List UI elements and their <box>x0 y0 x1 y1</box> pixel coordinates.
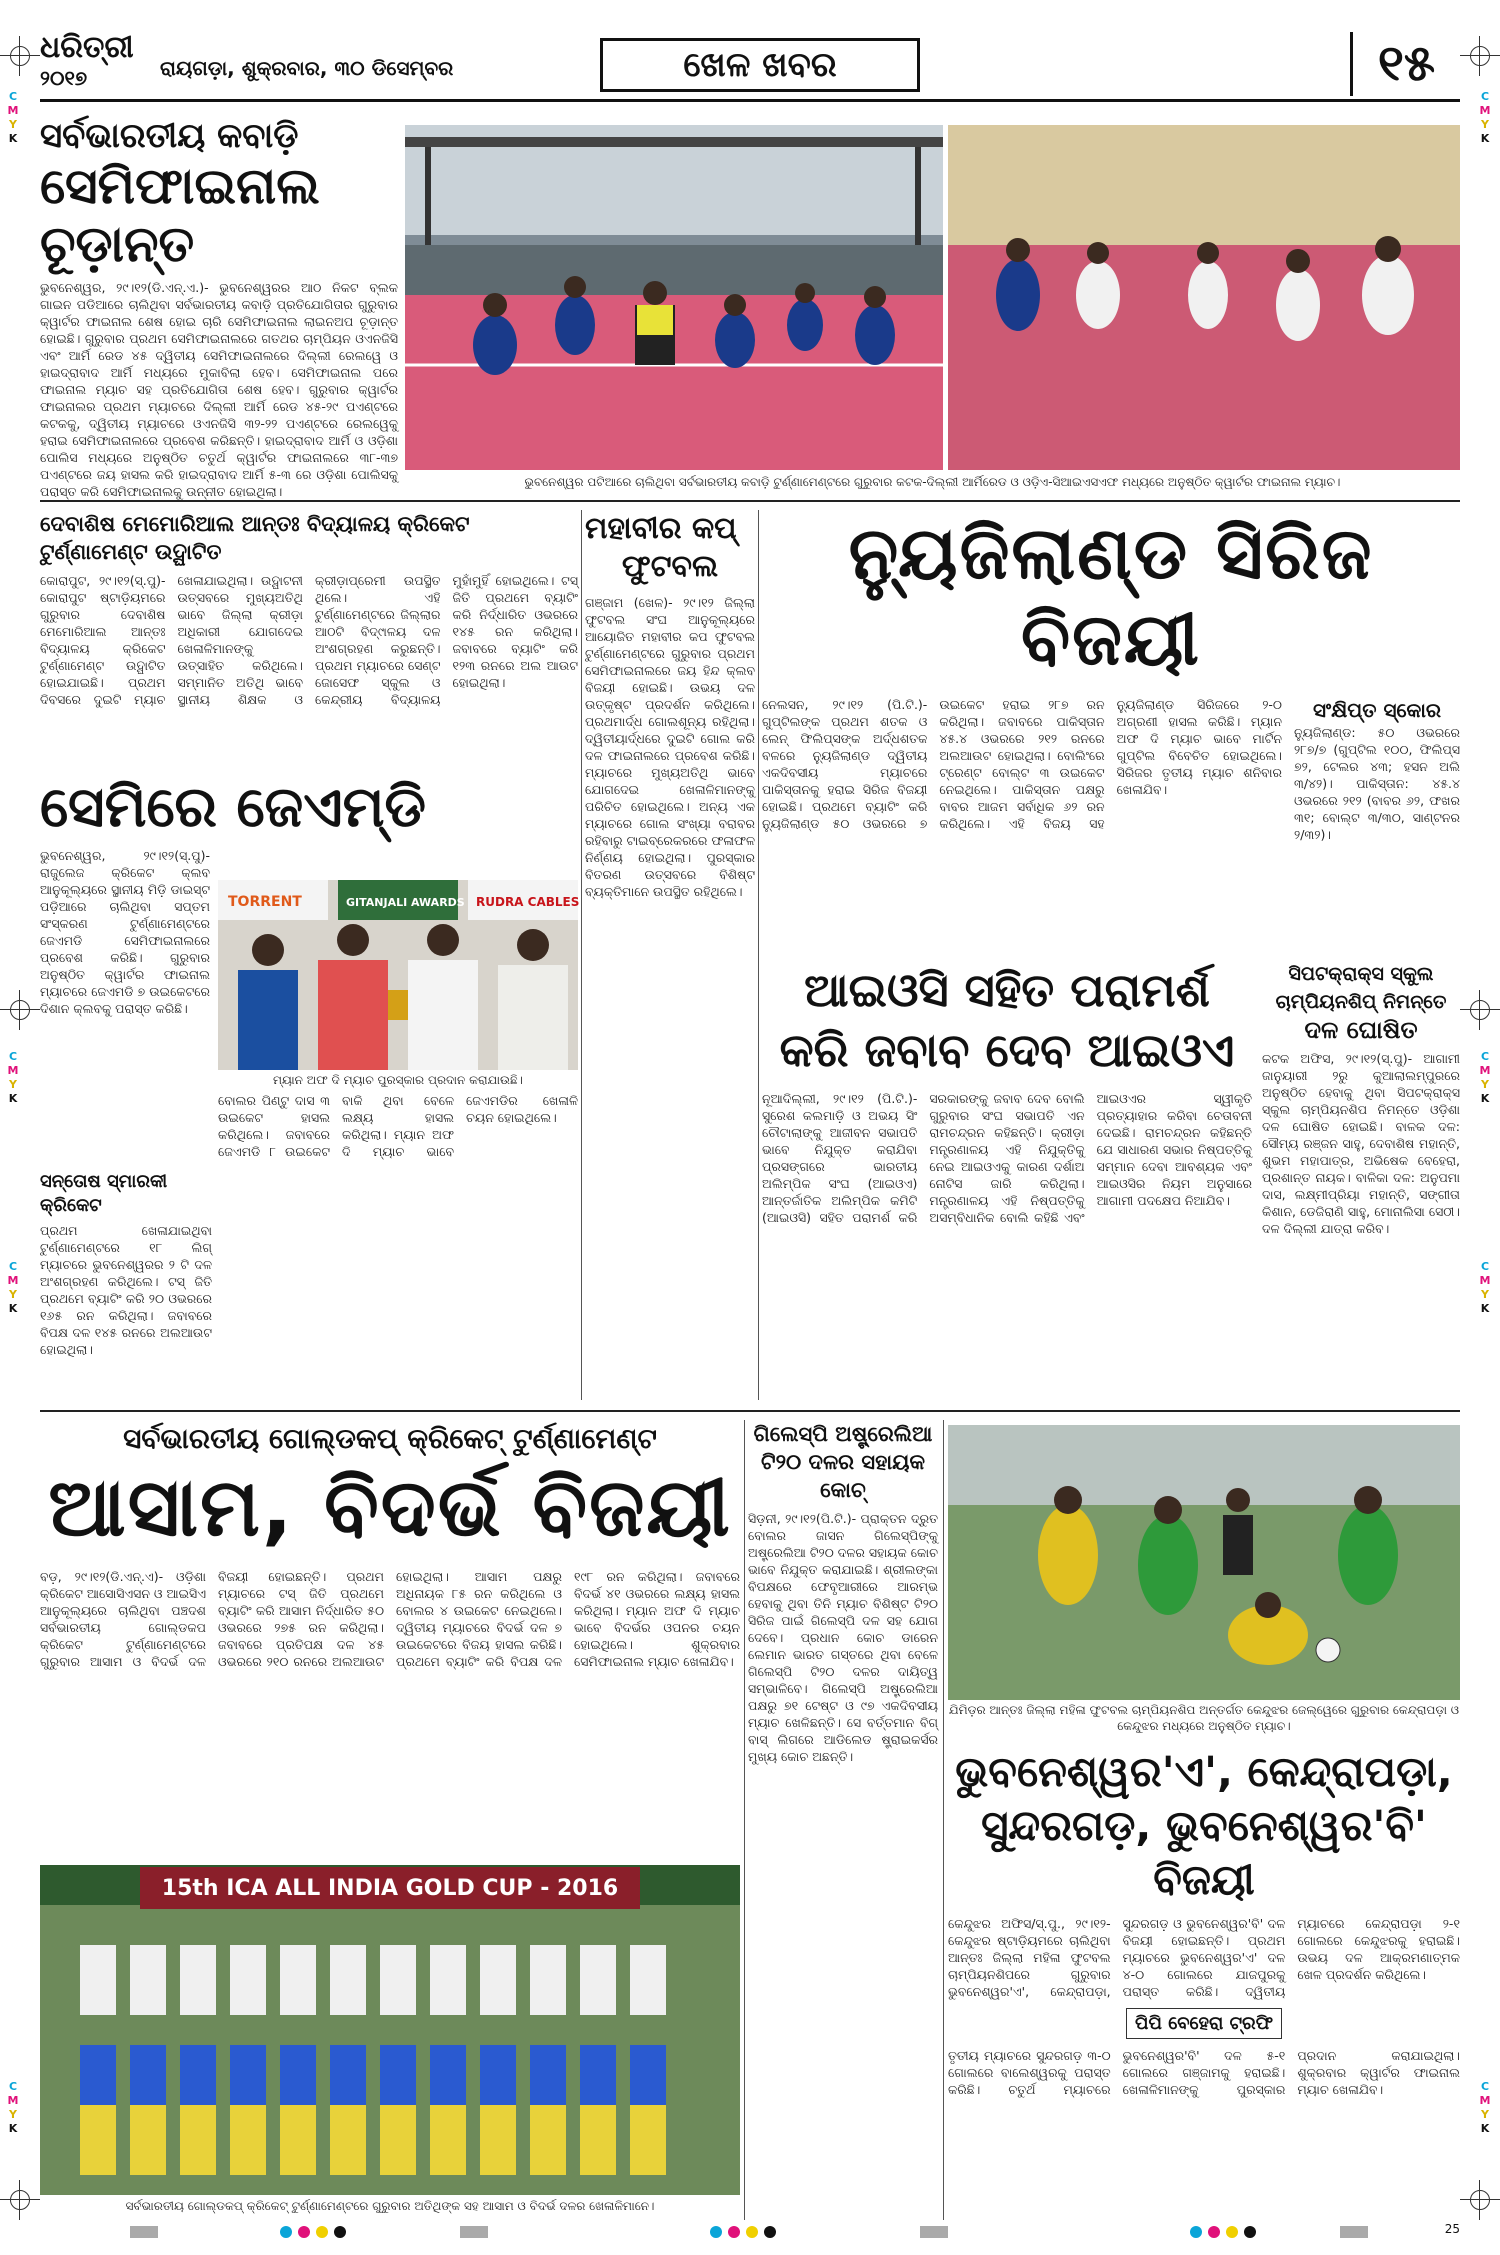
story-goldcup-body: ବଡ଼, ୨୯।୧୨(ଡି.ଏନ୍.ଏ)- ଓଡ଼ିଶା କ୍ରିକେଟ ଆସୋସିଏସନ ଓ ଆଇସିଏ ଆନୁକୂଲ୍ୟରେ ଚାଲିଥିବା ପଞ୍ଚଦଶ ସର୍ବଭାରତୀୟ ଗୋଲ୍ଡକପ କ୍ରିକେଟ ଟୁର୍ଣ୍ଣାମେଣ୍ଟରେ ଗୁରୁବାର ଆସାମ ଓ ବିଦର୍ଭ ଦଳ ବିଜୟୀ ହୋଇଛନ୍ତି। ପ୍ରଥମ ମ୍ୟାଚରେ ଟସ୍ ଜିତି ପ୍ରଥମେ ବ୍ୟାଟିଂ କରି ଆସାମ ନିର୍ଦ୍ଧାରିତ ୫୦ ଓଭରରେ ୨୭୫ ରନ କରିଥିଲା। ଜବାବରେ ପ୍ରତିପକ୍ଷ ଦଳ ୪୫ ଓଭରରେ ୨୧୦ ରନରେ ଅଲଆଉଟ ହୋଇଥିଲା। ଆସାମ ପକ୍ଷରୁ ଅଧିନାୟକ ୮୫ ରନ କରିଥିଲେ ଓ ବୋଲର ୪ ଉଇକେଟ ନେଇଥିଲେ। ଦ୍ୱିତୀୟ ମ୍ୟାଚରେ ବିଦର୍ଭ ଦଳ ୭ ଉଇକେଟରେ ବିଜୟ ହାସଲ କରିଛି। ପ୍ରଥମେ ବ୍ୟାଟିଂ କରି ବିପକ୍ଷ ଦଳ ୧୯୮ ରନ କରିଥିଲା। ଜବାବରେ ବିଦର୍ଭ ୪୧ ଓଭରରେ ଲକ୍ଷ୍ୟ ହାସଲ କରିଥିଲା। ମ୍ୟାନ ଅଫ ଦି ମ୍ୟାଚ ଭାବେ ବିଦର୍ଭର ଓପନର ଚୟନ ହୋଇଥିଲେ। ଶୁକ୍ରବାର ସେମିଫାଇନାଲ ମ୍ୟାଚ ଖେଳାଯିବ। <box>40 1569 740 1669</box>
story-womensfootball-body: କେନ୍ଦୁଝର ଅଫିସ/ସ୍.ପୁ., ୨୯।୧୨- କେନ୍ଦୁଝର ଷ୍ଟାଡ଼ିୟମରେ ଚାଲିଥିବା ଆନ୍ତଃ ଜିଲ୍ଲା ମହିଳା ଫୁଟବଲ ଚାମ୍ପିୟନଶିପରେ ଗୁରୁବାର ଭୁବନେଶ୍ୱର'ଏ', କେନ୍ଦ୍ରାପଡ଼ା, ସୁନ୍ଦରଗଡ଼ ଓ ଭୁବନେଶ୍ୱର'ବି' ଦଳ ବିଜୟୀ ହୋଇଛନ୍ତି। ପ୍ରଥମ ମ୍ୟାଚରେ ଭୁବନେଶ୍ୱର'ଏ' ଦଳ ୪-୦ ଗୋଲରେ ଯାଜପୁରକୁ ପରାସ୍ତ କରିଛି। ଦ୍ୱିତୀୟ ମ୍ୟାଚରେ କେନ୍ଦ୍ରାପଡ଼ା ୨-୧ ଗୋଲରେ କେନ୍ଦୁଝରକୁ ହରାଇଛି। ଉଭୟ ଦଳ ଆକ୍ରମଣାତ୍ମକ ଖେଳ ପ୍ରଦର୍ଶନ କରିଥିଲେ। <box>948 1916 1460 1999</box>
story-newzealand-body: ନେଲସନ, ୨୯।୧୨ (ପି.ଟି.)- ଗୁପ୍ଟିଲଙ୍କ ପ୍ରଥମ ଶତକ ଓ ଲେନ୍ ଫିଲିପ୍ସଙ୍କ ଅର୍ଦ୍ଧଶତକ ବଳରେ ନ୍ୟୁଜିଲାଣ୍ଡ ଦ୍ୱିତୀୟ ଏକଦିବସୀୟ ମ୍ୟାଚରେ ପାକିସ୍ତାନକୁ ହରାଇ ସିରିଜ ବିଜୟୀ ହୋଇଛି। ପ୍ରଥମେ ବ୍ୟାଟିଂ କରି ନ୍ୟୁଜିଲାଣ୍ଡ ୫୦ ଓଭରରେ ୭ ଉଇକେଟ ହରାଇ ୨୮୭ ରନ କରିଥିଲା। ଜବାବରେ ପାକିସ୍ତାନ ୪୫.୪ ଓଭରରେ ୨୧୨ ରନରେ ଅଲଆଉଟ ହୋଇଥିଲା। ବୋଲିଂରେ ଟ୍ରେଣ୍ଟ ବୋଲ୍ଟ ୩ ଉଇକେଟ ନେଇଥିଲେ। ପାକିସ୍ତାନ ପକ୍ଷରୁ ବାବର ଆଜମ ସର୍ବାଧିକ ୬୨ ରନ କରିଥିଲେ। ଏହି ବିଜୟ ସହ ନ୍ୟୁଜିଲାଣ୍ଡ ସିରିଜରେ ୨-୦ ଅଗ୍ରଣୀ ହାସଲ କରିଛି। ମ୍ୟାନ ଅଫ ଦି ମ୍ୟାଚ ଭାବେ ମାର୍ଟିନ ଗୁପ୍ଟିଲ ବିବେଚିତ ହୋଇଥିଲେ। ସିରିଜର ତୃତୀୟ ମ୍ୟାଚ ଶନିବାର ଖେଳାଯିବ। <box>762 697 1282 831</box>
story-ioa-body: ନୂଆଦିଲ୍ଲୀ, ୨୯।୧୨ (ପି.ଟି.)- ସୁରେଶ କଲମାଡ଼ି ଓ ଅଭୟ ସିଂ ଚୌଟାଲାଙ୍କୁ ଆଜୀବନ ସଭାପତି ଭାବେ ନିଯୁକ୍ତ କରାଯିବା ପ୍ରସଙ୍ଗରେ ଭାରତୀୟ ଅଲିମ୍ପିକ ସଂଘ (ଆଇଓଏ) ଆନ୍ତର୍ଜାତିକ ଅଲିମ୍ପିକ କମିଟି (ଆଇଓସି) ସହିତ ପରାମର୍ଶ କରି ସରକାରଙ୍କୁ ଜବାବ ଦେବ ବୋଲି ଗୁରୁବାର ସଂଘ ସଭାପତି ଏନ ରାମଚନ୍ଦ୍ରନ କହିଛନ୍ତି। କ୍ରୀଡ଼ା ମନ୍ତ୍ରଣାଳୟ ଏହି ନିଯୁକ୍ତିକୁ ନେଇ ଆଇଓଏକୁ କାରଣ ଦର୍ଶାଅ ନୋଟିସ ଜାରି କରିଥିଲା। ମନ୍ତ୍ରଣାଳୟ ଏହି ନିଷ୍ପତ୍ତିକୁ ଅସମ୍ବିଧାନିକ ବୋଲି କହିଛି ଏବଂ ଆଇଓଏର ସ୍ୱୀକୃତି ପ୍ରତ୍ୟାହାର କରିବା ଚେତାବନୀ ଦେଇଛି। ରାମଚନ୍ଦ୍ରନ କହିଛନ୍ତି ଯେ ସାଧାରଣ ସଭାର ନିଷ୍ପତ୍ତିକୁ ସମ୍ମାନ ଦେବା ଆବଶ୍ୟକ ଏବଂ ଆଇଓସିର ନିୟମ ଅନୁସାରେ ଆଗାମୀ ପଦକ୍ଷେପ ନିଆଯିବ। <box>762 1091 1252 1225</box>
cmyk-strip-left-2: C M Y K <box>7 1050 19 1105</box>
jmd-banner-text-1: TORRENT <box>228 894 302 910</box>
column-rule-3 <box>744 1420 745 2220</box>
swatch-k2 <box>764 2226 776 2238</box>
footer-bar-2 <box>460 2226 488 2238</box>
story-jmd-body-continued: ବୋଲର ପିଣ୍ଟୁ ଦାସ ୩ ଉଇକେଟ ହାସଲ କରିଥିଲେ। ଜବାବରେ ଜେଏମଡି ୮ ଉଇକେଟ ବାକି ଥିବା ବେଳେ ଲକ୍ଷ୍ୟ ହାସଲ କରିଥିଲା। ମ୍ୟାନ ଅଫ ଦି ମ୍ୟାଚ ଭାବେ ଜେଏମଡିର ଖେଳାଳି ଚୟନ ହୋଇଥିଲେ। <box>218 1093 578 1159</box>
football-photo-image <box>948 1425 1460 1700</box>
swatch-m3 <box>1208 2226 1220 2238</box>
section-title: ଖେଳ ଖବର <box>600 38 920 92</box>
kabaddi-photo-2-image <box>948 125 1460 470</box>
swatch-y1 <box>316 2226 328 2238</box>
jmd-photo-caption: ମ୍ୟାନ ଅଫ ଦି ମ୍ୟାଚ ପୁରସ୍କାର ପ୍ରଦାନ କରାଯାଉଛି। <box>273 1073 523 1087</box>
cmyk-strip-right: C M Y K <box>1479 90 1491 145</box>
story-newzealand-headline: ନ୍ୟୁଜିଲାଣ୍ଡ ସିରିଜ ବିଜୟୀ <box>848 511 1374 681</box>
brand-logo <box>40 30 150 98</box>
column-rule-2 <box>758 510 759 1400</box>
score-box-body: ନ୍ୟୁଜିଲାଣ୍ଡ: ୫୦ ଓଭରରେ ୨୮୭/୭ (ଗୁପ୍ଟିଲ ୧୦୦, ଫିଲିପ୍ସ ୭୨, ଟେଲର ୪୩; ହସନ ଅଲି ୩/୪୨)। ପାକିସ୍ତାନ: ୪୫.୪ ଓଭରରେ ୨୧୨ (ବାବର ୬୨, ଫଖର ୩୧; ବୋଲ୍ଟ ୩/୩୦, ସାଣ୍ଟନର ୨/୩୨)। <box>1294 725 1460 842</box>
goldcup-photo-image <box>40 1865 740 2195</box>
story-sipaktakraw-kicker: ସିପଟକ୍ରାକ୍ସ ସ୍କୁଲ <box>1288 963 1434 985</box>
trophy-box: ପିପି ବେହେରା ଟ୍ରଫି <box>1126 2008 1282 2039</box>
swatch-m2 <box>728 2226 740 2238</box>
story-ioa <box>762 960 1252 1400</box>
story-mahavir <box>585 510 755 1390</box>
registration-mark-mid-left <box>0 990 40 1030</box>
folio: 25 <box>1444 2222 1460 2236</box>
score-box-title: ସଂକ୍ଷିପ୍ତ ସ୍କୋର <box>1312 698 1442 722</box>
cmyk-strip-left: C M Y K <box>7 90 19 145</box>
story-jmd-headline: ସେମିରେ ଜେଏମ୍‌ଡି <box>40 775 426 840</box>
registration-mark-bottom-right <box>1460 2180 1500 2220</box>
story-santosh-subhead: ସନ୍ତୋଷ ସ୍ମାରକୀ କ୍ରିକେଟ <box>40 1171 168 1216</box>
jmd-photo-image <box>218 880 578 1070</box>
story-kabaddi <box>40 115 398 499</box>
swatch-y2 <box>746 2226 758 2238</box>
cmyk-strip-right-2: C M Y K <box>1479 1050 1491 1105</box>
footer <box>40 2222 1460 2242</box>
kabaddi-photo-1-image <box>405 125 943 470</box>
footer-bar-3 <box>920 2226 948 2238</box>
swatch-k3 <box>1244 2226 1256 2238</box>
story-gillespie <box>748 1420 938 2220</box>
masthead <box>40 30 1460 102</box>
swatch-c2 <box>710 2226 722 2238</box>
footer-bar-4 <box>1340 2226 1368 2238</box>
swatch-c3 <box>1190 2226 1202 2238</box>
story-santosh-body: ପ୍ରଥମ ଖେଳାଯାଇଥିବା ଟୁର୍ଣ୍ଣାମେଣ୍ଟରେ ୧୮ ଲିଗ୍ ମ୍ୟାଚରେ ଭୁବନେଶ୍ୱରର ୨ ଟି ଦଳ ଅଂଶଗ୍ରହଣ କରିଥିଲେ। ଟସ୍ ଜିତି ପ୍ରଥମେ ବ୍ୟାଟିଂ କରି ୨୦ ଓଭରରେ ୧୬୫ ରନ କରିଥିଲା। ଜବାବରେ ବିପକ୍ଷ ଦଳ ୧୪୫ ରନରେ ଅଲଆଉଟ ହୋଇଥିଲା। <box>40 1223 212 1357</box>
registration-mark-mid-right <box>1460 990 1500 1030</box>
story-goldcup <box>40 1420 740 1860</box>
story-debashish-body: କୋରାପୁଟ, ୨୯।୧୨(ସ୍.ପୁ)- କୋରାପୁଟ ଷ୍ଟାଡ଼ିୟମରେ ଗୁରୁବାର ଦେବାଶିଷ ମେମୋରିଆଲ ଆନ୍ତଃ ବିଦ୍ୟାଳୟ କ୍ରିକେଟ ଟୁର୍ଣ୍ଣାମେଣ୍ଟ ଉଦ୍ଘାଟିତ ହୋଇଯାଇଛି। ପ୍ରଥମ ଦିବସରେ ଦୁଇଟି ମ୍ୟାଚ ଖେଳାଯାଇଥିଲା। ଉଦ୍ଘାଟନୀ ଉତ୍ସବରେ ମୁଖ୍ୟଅତିଥି ଭାବେ ଜିଲ୍ଲା କ୍ରୀଡ଼ା ଅଧିକାରୀ ଯୋଗଦେଇ ଖେଳାଳିମାନଙ୍କୁ ଉତ୍ସାହିତ କରିଥିଲେ। ସମ୍ମାନିତ ଅତିଥି ଭାବେ ସ୍ଥାନୀୟ ଶିକ୍ଷକ ଓ କ୍ରୀଡ଼ାପ୍ରେମୀ ଉପସ୍ଥିତ ଥିଲେ। ଏହି ଟୁର୍ଣ୍ଣାମେଣ୍ଟରେ ଜିଲ୍ଲାର ଆଠଟି ବିଦ୍୯ାଳୟ ଦଳ ଅଂଶଗ୍ରହଣ କରୁଛନ୍ତି। ପ୍ରଥମ ମ୍ୟାଚରେ ସେଣ୍ଟ ଜୋସେଫ ସ୍କୁଲ ଓ କେନ୍ଦ୍ରୀୟ ବିଦ୍ୟାଳୟ ମୁହାଁମୁହିଁ ହୋଇଥିଲେ। ଟସ୍ ଜିତି ପ୍ରଥମେ ବ୍ୟାଟିଂ କରି ନିର୍ଦ୍ଧାରିତ ଓଭରରେ ୧୪୫ ରନ କରିଥିଲା। ଜବାବରେ ବ୍ୟାଟିଂ କରି ୧୨୩ ରନରେ ଅଲ ଆଉଟ ହୋଇଥିଲା। <box>40 573 578 707</box>
story-jmd-body: ଭୁବନେଶ୍ୱର, ୨୯।୧୨(ସ୍.ପୁ)- ରାଜୁଲେଜ କ୍ରିକେଟ କ୍ଲବ ଆନୁକୂଲ୍ୟରେ ସ୍ଥାନୀୟ ମିଡ଼ି ଡାଇସ୍ଟ ପଡ଼ିଆରେ ଚାଲିଥିବା ସପ୍ତମ ସଂସ୍କରଣ ଟୁର୍ଣ୍ଣାମେଣ୍ଟରେ ଜେଏମଡି ସେମିଫାଇନାଲରେ ପ୍ରବେଶ କରିଛି। ଗୁରୁବାର ଅନୁଷ୍ଠିତ କ୍ୱାର୍ଟର ଫାଇନାଲ ମ୍ୟାଚରେ ଜେଏମଡି ୭ ଉଇକେଟରେ ଦିଶାନ କ୍ଲବକୁ ପରାସ୍ତ କରିଛି। <box>40 848 210 1016</box>
jmd-photo <box>218 880 578 1070</box>
brand-name: ଧରିତ୍ରୀ <box>40 30 134 65</box>
story-mahavir-body: ଗଞ୍ଜାମ (ଖେଳ)- ୨୯।୧୨ ଜିଲ୍ଲା ଫୁଟବଲ ସଂଘ ଆନୁକୂଲ୍ୟରେ ଆୟୋଜିତ ମହାବୀର କପ ଫୁଟବଲ ଟୁର୍ଣ୍ଣାମେଣ୍ଟରେ ଗୁରୁବାର ପ୍ରଥମ ସେମିଫାଇନାଲରେ ଜୟ ହିନ୍ଦ କ୍ଲବ ବିଜୟୀ ହୋଇଛି। ଉଭୟ ଦଳ ଉତ୍କୃଷ୍ଟ ପ୍ରଦର୍ଶନ କରିଥିଲେ। ପ୍ରଥମାର୍ଦ୍ଧ ଗୋଲଶୂନ୍ୟ ରହିଥିଲା। ଦ୍ୱିତୀୟାର୍ଦ୍ଧରେ ଦୁଇଟି ଗୋଲ କରି ଦଳ ଫାଇନାଲରେ ପ୍ରବେଶ କରିଛି। ମ୍ୟାଚରେ ମୁଖ୍ୟଅତିଥି ଭାବେ ଯୋଗଦେଇ ଖେଳାଳିମାନଙ୍କୁ ପରିଚିତ ହୋଇଥିଲେ। ଅନ୍ୟ ଏକ ମ୍ୟାଚରେ ଗୋଲ ସଂଖ୍ୟା ବରାବର ରହିବାରୁ ଟାଇବ୍ରେକରରେ ଫଳାଫଳ ନିର୍ଣ୍ଣୟ ହୋଇଥିଲା। ପୁରସ୍କାର ବିତରଣ ଉତ୍ସବରେ ବିଶିଷ୍ଟ ବ୍ୟକ୍ତିମାନେ ଉପସ୍ଥିତ ରହିଥିଲେ। <box>585 595 755 899</box>
story-womensfootball-headline: ଭୁବନେଶ୍ୱର'ଏ', କେନ୍ଦ୍ରାପଡ଼ା, ସୁନ୍ଦରଗଡ଼, ଭୁବନେଶ୍ୱର'ବି' ବିଜୟୀ <box>955 1747 1453 1904</box>
story-sipaktakraw-headline: ଦଳ ଘୋଷିତ <box>1304 1016 1418 1044</box>
story-jmd-continued <box>218 1092 578 1272</box>
story-sipaktakraw-kicker2: ଚାମ୍ପିୟନଶିପ୍ ନିମନ୍ତେ <box>1275 991 1447 1013</box>
goldcup-banner-text: 15th ICA ALL INDIA GOLD CUP - 2016 <box>161 1876 619 1901</box>
registration-mark-top-right <box>1460 36 1500 76</box>
story-goldcup-kicker: ସର୍ବଭାରତୀୟ ଗୋଲ୍ଡକପ୍ କ୍ରିକେଟ୍ ଟୁର୍ଣ୍ଣାମେଣ୍ଟ <box>123 1422 657 1455</box>
football-photo-caption: ଯିମିଡ଼ର ଆନ୍ତଃ ଜିଲ୍ଲା ମହିଳା ଫୁଟବଲ ଚାମ୍ପିୟନଶିପ ଅନ୍ତର୍ଗତ କେନ୍ଦୁଝର ଜେଲ୍ୱେରେ ଗୁରୁବାର କେନ୍ଦ୍ରାପଡ଼ା ଓ କେନ୍ଦୁଝର ମଧ୍ୟରେ ଅନୁଷ୍ଠିତ ମ୍ୟାଚ। <box>948 1703 1460 1733</box>
story-santosh <box>40 1080 212 1400</box>
jmd-banner-text-3: RUDRA CABLES <box>476 895 580 909</box>
goldcup-photo <box>40 1865 740 2195</box>
story-kabaddi-kicker: ସର୍ବଭାରତୀୟ କବାଡ଼ି <box>40 116 299 156</box>
story-womensfootball-body-continued: ତୃତୀୟ ମ୍ୟାଚରେ ସୁନ୍ଦରଗଡ଼ ୩-୦ ଗୋଲରେ ବାଲେଶ୍ୱରକୁ ପରାସ୍ତ କରିଛି। ଚତୁର୍ଥ ମ୍ୟାଚରେ ଭୁବନେଶ୍ୱର'ବି' ଦଳ ୫-୧ ଗୋଲରେ ଗଞ୍ଜାମକୁ ହରାଇଛି। ଖେଳାଳିମାନଙ୍କୁ ପୁରସ୍କାର ପ୍ରଦାନ କରାଯାଇଥିଲା। ଶୁକ୍ରବାର କ୍ୱାର୍ଟର ଫାଇନାଲ ମ୍ୟାଚ ଖେଳାଯିବ। <box>948 2048 1460 2097</box>
swatch-y3 <box>1226 2226 1238 2238</box>
cmyk-strip-left-4: C M Y K <box>7 2080 19 2135</box>
kabaddi-photo-2 <box>948 125 1460 470</box>
cmyk-strip-left-3: C M Y K <box>7 1260 19 1315</box>
column-rule-1 <box>581 510 582 1400</box>
divider-1 <box>40 500 1460 502</box>
story-newzealand <box>762 510 1460 950</box>
page-number: ୧୫ <box>1350 32 1460 96</box>
column-rule-4 <box>943 1420 944 2220</box>
swatch-c1 <box>280 2226 292 2238</box>
story-gillespie-headline: ଗିଲେସ୍ପି ଅଷ୍ଟ୍ରେଲିଆ ଟି୨୦ ଦଳର ସହାୟକ କୋଚ୍ <box>753 1422 933 1502</box>
swatch-k1 <box>334 2226 346 2238</box>
dateline: ରାୟଗଡ଼ା, ଶୁକ୍ରବାର, ୩୦ ଡିସେମ୍ବର <box>160 56 454 80</box>
kabaddi-photo-1 <box>405 125 943 470</box>
footer-bar-1 <box>130 2226 158 2238</box>
registration-mark-top-left <box>0 36 40 76</box>
story-sipaktakraw-body: କଟକ ଅଫିସ, ୨୯।୧୨(ସ୍.ପୁ)- ଆଗାମୀ ଜାନୁୟାରୀ ୨ରୁ କୁଆଲାଲମ୍ପୁରରେ ଅନୁଷ୍ଠିତ ହେବାକୁ ଥିବା ସିପଟକ୍ରାକ୍ସ ସ୍କୁଲ ଚାମ୍ପିୟନଶିପ ନିମନ୍ତେ ଓଡ଼ିଶା ଦଳ ଘୋଷିତ ହୋଇଛି। ବାଳକ ଦଳ: ସୌମ୍ୟ ରଞ୍ଜନ ସାହୁ, ଦେବାଶିଷ ମହାନ୍ତି, ଶୁଭମ ମହାପାତ୍ର, ଅଭିଷେକ ବେହେରା, ପ୍ରଶାନ୍ତ ନାୟକ। ବାଳିକା ଦଳ: ଅନୁପମା ଦାସ, ଲକ୍ଷ୍ମୀପ୍ରିୟା ମହାନ୍ତି, ସଙ୍ଗୀତା କିଶାନ, ଡେଜିରାଣି ସାହୁ, ମୋନାଲିସା ସେଠୀ। ଦଳ ଦିଲ୍ଲୀ ଯାତ୍ରା କରିବ। <box>1262 1051 1460 1236</box>
story-debashish <box>40 510 578 765</box>
cmyk-strip-right-3: C M Y K <box>1479 1260 1491 1315</box>
story-womensfootball <box>948 1745 1460 2215</box>
cmyk-strip-right-4: C M Y K <box>1479 2080 1491 2135</box>
story-gillespie-body: ସିଡ଼ନୀ, ୨୯।୧୨(ପି.ଟି.)- ପ୍ରାକ୍ତନ ଦ୍ରୁତ ବୋଲର ଜାସନ ଗିଲେସ୍ପିଙ୍କୁ ଅଷ୍ଟ୍ରେଲିଆ ଟି୨୦ ଦଳର ସହାୟକ କୋଚ ଭାବେ ନିଯୁକ୍ତ କରାଯାଇଛି। ଶ୍ରୀଲଙ୍କା ବିପକ୍ଷରେ ଫେବୃଆରୀରେ ଆରମ୍ଭ ହେବାକୁ ଥିବା ତିନି ମ୍ୟାଚ ବିଶିଷ୍ଟ ଟି୨୦ ସିରିଜ ପାଇଁ ଗିଲେସ୍ପି ଦଳ ସହ ଯୋଗ ଦେବେ। ପ୍ରଧାନ କୋଚ ଡାରେନ ଲେମାନ ଭାରତ ଗସ୍ତରେ ଥିବା ବେଳେ ଗିଲେସ୍ପି ଟି୨୦ ଦଳର ଦାୟିତ୍ୱ ସମ୍ଭାଳିବେ। ଗିଲେସ୍ପି ଅଷ୍ଟ୍ରେଲିଆ ପକ୍ଷରୁ ୭୧ ଟେଷ୍ଟ ଓ ୯୭ ଏକଦିବସୀୟ ମ୍ୟାଚ ଖେଳିଛନ୍ତି। ସେ ବର୍ତ୍ତମାନ ବିଗ୍ ବାସ୍ ଲିଗରେ ଆଡିଲେଡ ଷ୍ଟ୍ରାଇକର୍ସର ମୁଖ୍ୟ କୋଚ ଅଛନ୍ତି। <box>748 1511 938 1764</box>
football-photo <box>948 1425 1460 1700</box>
registration-mark-bottom-left <box>0 2180 40 2220</box>
story-goldcup-headline: ଆସାମ, ବିଦର୍ଭ ବିଜୟୀ <box>48 1461 732 1554</box>
brand-year: ୨୦୧୭ <box>40 66 88 90</box>
jmd-banner-text-2: GITANJALI AWARDS <box>346 896 465 909</box>
story-kabaddi-body: ଭୁବନେଶ୍ୱର, ୨୯।୧୨(ଡି.ଏନ୍.ଏ.)- ଭୁବନେଶ୍ୱରର ଆଠ ନିକଟ ବ୍ଲକ ଗାଇନ ପଡିଆରେ ଚାଲିଥିବା ସର୍ବଭାରତୀୟ କବାଡ଼ି ପ୍ରତିଯୋଗିତାର ଗୁରୁବାର କ୍ୱାର୍ଟର ଫାଇନାଲ ଶେଷ ହୋଇ ଚାରି ସେମିଫାଇନାଲ ଲାଇନଅପ ଚୂଡ଼ାନ୍ତ ହୋଇଛି। ଗୁରୁବାର ପ୍ରଥମ ସେମିଫାଇନାଲରେ ଗତଥର ଚାମ୍ପିୟନ ଓଏନଜିସି ଏବଂ ଆର୍ମି ରେଡ ୪୫ ଦ୍ୱିତୀୟ ସେମିଫାଇନାଲରେ ଦିଲ୍ଲୀ ରେଲୱେ ଓ ହାଇଦ୍ରାବାଦ ଆର୍ମି ମଧ୍ୟରେ ମୁକାବିଲା ହେବ। ସେମିଫାଇନାଲ ପରେ ଫାଇନାଲ ମ୍ୟାଚ ସହ ପ୍ରତିଯୋଗିତା ଶେଷ ହେବ। ଗୁରୁବାର କ୍ୱାର୍ଟର ଫାଇନାଲର ପ୍ରଥମ ମ୍ୟାଚରେ ଦିଲ୍ଲୀ ଆର୍ମି ରେଡ ୪୫-୨୯ ପଏଣ୍ଟରେ କଟକକୁ, ଦ୍ୱିତୀୟ ମ୍ୟାଚରେ ଓଏନଜିସି ୩୨-୨୨ ପଏଣ୍ଟରେ ରେଲୱେକୁ ହରାଇ ସେମିଫାଇନାଲରେ ପ୍ରବେଶ କରିଛନ୍ତି। ହାଇଦ୍ରାବାଦ ଆର୍ମି ଓ ଓଡ଼ିଶା ପୋଲିସ ମଧ୍ୟରେ ଅନୁଷ୍ଠିତ ଚତୁର୍ଥ କ୍ୱାର୍ଟର ଫାଇନାଲରେ ୩୮-୩୭ ପଏଣ୍ଟରେ ଜୟ ହାସଲ କରି ହାଇଦ୍ରାବାଦ ଆର୍ମି ୫-୩ ରେ ଓଡ଼ିଶା ପୋଲିସକୁ ପରାସ୍ତ କରି ସେମିଫାଇନାଲକୁ ଉନ୍ନୀତ ହୋଇଥିଲା। <box>40 280 398 499</box>
divider-2 <box>40 1410 1460 1412</box>
story-mahavir-kicker2: ଫୁଟବଲ <box>621 549 719 584</box>
story-ioa-headline: ଆଇଓସି ସହିତ ପରାମର୍ଶ କରି ଜବାବ ଦେବ ଆଇଓଏ <box>779 963 1235 1077</box>
swatch-m1 <box>298 2226 310 2238</box>
story-mahavir-kicker: ମହାବୀର କପ୍ <box>585 511 737 546</box>
story-kabaddi-headline: ସେମିଫାଇନାଲ ଚୂଡ଼ାନ୍ତ <box>40 157 320 273</box>
story-debashish-headline: ଦେବାଶିଷ ମେମୋରିଆଲ ଆନ୍ତଃ ବିଦ୍ୟାଳୟ କ୍ରିକେଟ ଟୁର୍ଣ୍ଣାମେଣ୍ଟ ଉଦ୍ଘାଟିତ <box>40 512 470 564</box>
goldcup-photo-caption: ସର୍ବଭାରତୀୟ ଗୋଲ୍ଡକପ୍ କ୍ରିକେଟ୍ ଟୁର୍ଣ୍ଣାମେଣ୍ଟରେ ଗୁରୁବାର ଅତିଥିଙ୍କ ସହ ଆସାମ ଓ ବିଦର୍ଭ ଦଳର ଖେଳାଳିମାନେ। <box>125 2199 655 2213</box>
story-sipaktakraw <box>1262 960 1460 1400</box>
kabaddi-photo-caption: ଭୁବନେଶ୍ୱର ପଟିଆରେ ଚାଲିଥିବା ସର୍ବଭାରତୀୟ କବାଡ଼ି ଟୁର୍ଣ୍ଣାମେଣ୍ଟରେ ଗୁରୁବାର କଟକ-ଦିଲ୍ଲୀ ଆର୍ମିରେଡ ଓ ଓଡ଼ିଏ-ସିଆଇଏସଏଫ ମଧ୍ୟରେ ଅନୁଷ୍ଠିତ କ୍ୱାର୍ଟର ଫାଇନାଲ ମ୍ୟାଚ। <box>524 475 1341 489</box>
